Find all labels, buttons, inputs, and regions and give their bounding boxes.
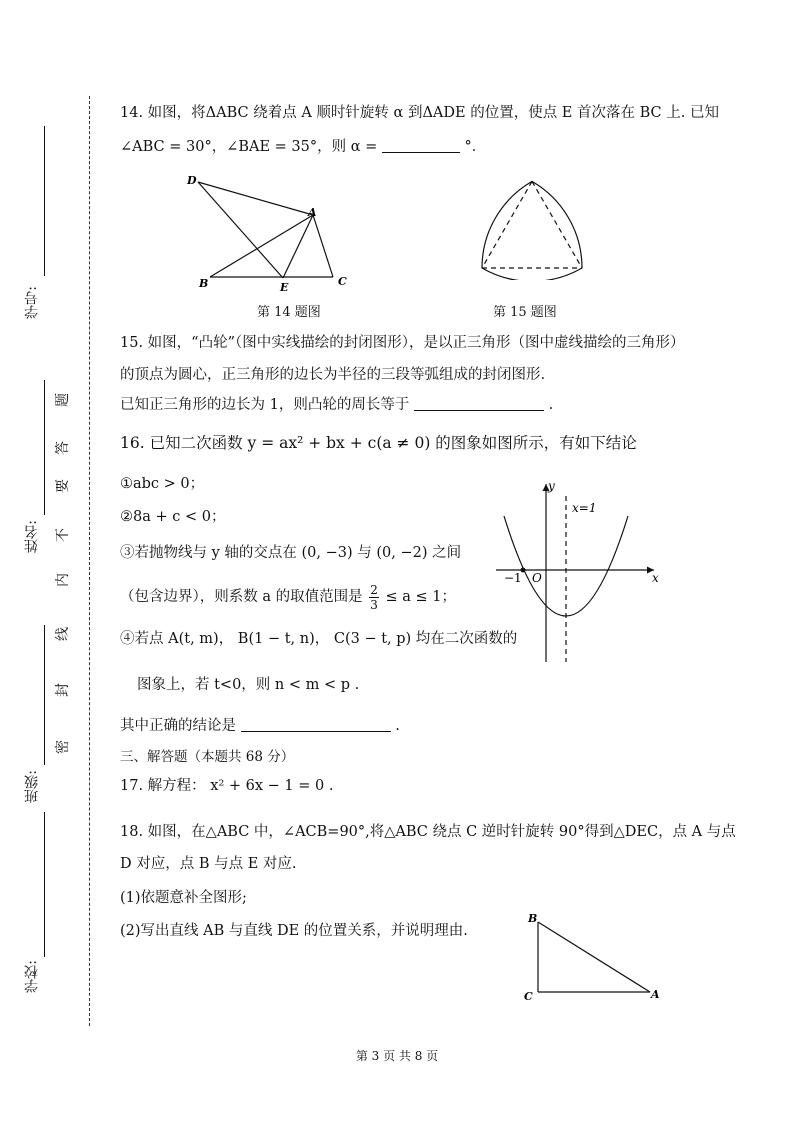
- q14-label-a: A: [308, 206, 317, 219]
- q15-caption: 第 15 题图: [493, 305, 557, 320]
- q18-label-b: B: [528, 912, 538, 925]
- q14-answer-blank[interactable]: [382, 138, 460, 153]
- q16-y-label: y: [548, 479, 555, 493]
- q18-figure: [520, 908, 670, 1004]
- q15-line2: 的顶点为圆心，正三角形的边长为半径的三段等弧组成的封闭图形.: [120, 367, 546, 383]
- class-underline: [44, 625, 45, 765]
- q16-conclusion-1: ①abc > 0；: [120, 476, 205, 492]
- q14-line2: [120, 138, 486, 155]
- school-label: 学校:: [24, 960, 40, 993]
- q18-line2: D 对应，点 B 与点 E 对应.: [120, 856, 297, 872]
- q16-x-label: x: [652, 571, 659, 585]
- q14-line1: 14. 如图，将ΔABC 绕着点 A 顺时针旋转 α 到ΔADE 的位置，使点 E 首次落在 BC 上. 已知: [120, 105, 719, 121]
- id-label: 学号:: [24, 286, 40, 319]
- seal-char: 密: [55, 740, 71, 754]
- name-underline: [44, 380, 45, 515]
- q15-figure: [472, 170, 592, 280]
- seal-char: 内: [55, 573, 71, 587]
- q16-conclusion-line: [120, 717, 400, 734]
- seal-char: 答: [55, 441, 71, 455]
- q15-end: .: [548, 397, 554, 413]
- q14-given: ∠ABC = 30°，∠BAE = 35°，则 α =: [120, 139, 378, 155]
- q16-neg1-label: −1: [504, 571, 522, 585]
- q16-conclusion-3a: ③若抛物线与 y 轴的交点在 (0, −3) 与 (0, −2) 之间: [120, 545, 462, 561]
- q14-label-d: D: [187, 174, 197, 187]
- binding-line: [89, 96, 90, 1026]
- q16-origin-label: O: [532, 571, 542, 585]
- q16-conclusion-label: 其中正确的结论是: [120, 718, 236, 734]
- seal-char: 要: [55, 479, 71, 493]
- q15-answer-blank[interactable]: [414, 396, 544, 411]
- q15-line3: [120, 396, 553, 413]
- q16-c3b-range: ≤ a ≤ 1；: [385, 589, 456, 605]
- q15-line1: 15. 如图，“凸轮”（图中实线描绘的封闭图形），是以正三角形（图中虚线描绘的三角形）: [120, 335, 685, 351]
- q18-part2: (2)写出直线 AB 与直线 DE 的位置关系，并说明理由.: [120, 923, 468, 939]
- seal-char: 题: [55, 393, 71, 407]
- q14-degree: °．: [464, 139, 487, 155]
- q16-conclusion-4a: ④若点 A(t, m)， B(1 − t, n)， C(3 − t, p) 均在二次函数的: [120, 631, 518, 647]
- q18-part1: (1)依题意补全图形;: [120, 890, 247, 906]
- q14-label-c: C: [338, 275, 347, 288]
- q16-c3b-text: （包含边界），则系数 a 的取值范围是: [120, 589, 363, 605]
- q16-conclusion-4b: 图象上，若 t<0，则 n < m < p .: [137, 677, 360, 693]
- q16-end: .: [395, 718, 400, 734]
- q16-fraction-den: 3: [370, 597, 378, 612]
- q17: 17. 解方程： x² + 6x − 1 = 0 .: [120, 778, 334, 794]
- seal-char: 不: [55, 528, 71, 542]
- q14-label-e: E: [280, 281, 289, 294]
- q18-line1: 18. 如图，在△ABC 中，∠ACB=90°,将△ABC 绕点 C 逆时针旋转 90°得到△DEC，点 A 与点: [120, 824, 736, 840]
- q16-fraction-num: 2: [370, 582, 378, 597]
- name-label: 姓名:: [24, 520, 40, 553]
- seal-char: 封: [55, 683, 71, 697]
- q16-conclusion-2: ②8a + c < 0；: [120, 509, 226, 525]
- q15-question: 已知正三角形的边长为 1，则凸轮的周长等于: [120, 397, 410, 413]
- id-underline: [44, 126, 45, 276]
- q16-intro: 16. 已知二次函数 y = ax² + bx + c(a ≠ 0) 的图象如图所示，有如下结论: [120, 434, 637, 452]
- q18-label-c: C: [524, 990, 533, 1003]
- class-label: 班级:: [24, 770, 40, 803]
- school-underline: [44, 812, 45, 957]
- q14-label-b: B: [199, 277, 209, 290]
- q14-figure: [180, 170, 360, 295]
- q18-label-a: A: [651, 988, 660, 1001]
- q14-caption: 第 14 题图: [257, 305, 321, 320]
- page-footer: 第 3 页 共 8 页: [355, 1049, 439, 1063]
- q16-fraction: [369, 583, 379, 612]
- seal-char: 线: [55, 627, 71, 641]
- q16-axis-label: x=1: [572, 501, 597, 515]
- q16-answer-blank[interactable]: [241, 717, 391, 732]
- q16-graph: [492, 476, 672, 666]
- q16-conclusion-3b: [120, 580, 456, 614]
- section-3-heading: 三、解答题（本题共 68 分）: [120, 749, 295, 765]
